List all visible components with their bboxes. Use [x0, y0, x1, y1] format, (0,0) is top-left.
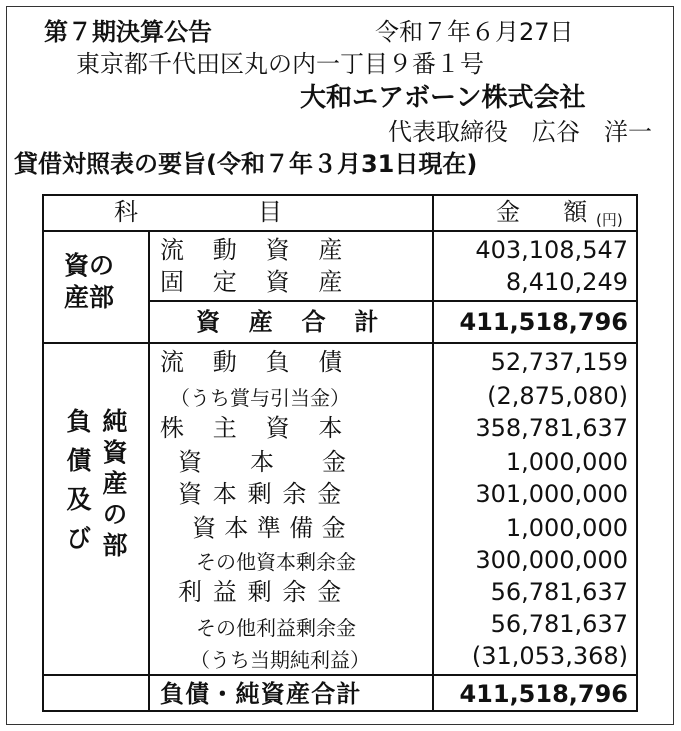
- company-name: 大和エアボーン株式会社: [300, 83, 586, 113]
- assets-total-amount-divider: [432, 300, 636, 302]
- notice-title: 第７期決算公告: [44, 18, 212, 46]
- assets-total-divider: [148, 300, 432, 302]
- shareholders-equity-amount: 358,781,637: [475, 414, 628, 442]
- item-column-header: 科 目: [114, 198, 282, 226]
- balance-sheet-table: [42, 194, 638, 712]
- net-income-amount: (31,053,368): [471, 642, 628, 670]
- amount-column-header: 金 額: [496, 198, 597, 226]
- representative: 代表取締役 広谷 洋一: [388, 118, 652, 146]
- assets-section-label-1: 資の: [64, 251, 115, 280]
- other-retained-earnings-amount: 56,781,637: [490, 610, 628, 638]
- liabilities-total-divider: [44, 674, 636, 676]
- capital-reserve-label: 資本準備金: [192, 514, 354, 542]
- capital-surplus-amount: 301,000,000: [475, 480, 628, 508]
- unit-label: (円): [596, 211, 623, 229]
- balance-sheet-title: 貸借対照表の要旨(令和７年３月31日現在): [14, 150, 478, 178]
- notice-date: 令和７年６月27日: [375, 18, 574, 46]
- amount-column-divider: [432, 196, 434, 710]
- net-assets-section-label: 純資産の部: [99, 408, 128, 563]
- other-retained-earnings-label: その他利益剰余金: [196, 616, 356, 640]
- capital-stock-amount: 1,000,000: [505, 448, 628, 476]
- other-capital-surplus-label: その他資本剰余金: [196, 550, 356, 574]
- liabilities-section-label: 負債及び: [63, 408, 92, 564]
- section-column-divider: [148, 230, 150, 710]
- company-address: 東京都千代田区丸の内一丁目９番１号: [76, 50, 484, 78]
- liabilities-equity-total-label: 負債・純資産合計: [160, 680, 362, 708]
- bonus-reserve-amount: (2,875,080): [487, 382, 628, 410]
- shareholders-equity-label: 株 主 資 本: [160, 414, 345, 442]
- other-capital-surplus-amount: 300,000,000: [475, 546, 628, 574]
- liabilities-equity-total-amount: 411,518,796: [459, 680, 628, 708]
- bonus-reserve-label: （うち賞与引当金）: [170, 386, 350, 410]
- capital-stock-label: 資 本 金: [178, 448, 346, 476]
- current-assets-amount: 403,108,547: [475, 236, 628, 264]
- assets-divider: [44, 342, 636, 344]
- assets-section-label-2: 産部: [64, 283, 115, 312]
- capital-reserve-amount: 1,000,000: [505, 514, 628, 542]
- current-assets-label: 流 動 資 産: [160, 236, 345, 264]
- fixed-assets-label: 固 定 資 産: [160, 268, 345, 296]
- net-income-label: （うち当期純利益）: [190, 648, 370, 672]
- header-divider: [44, 230, 636, 232]
- current-liabilities-label: 流 動 負 債: [160, 348, 345, 376]
- capital-surplus-label: 資本剰余金: [178, 480, 352, 508]
- retained-earnings-amount: 56,781,637: [490, 578, 628, 606]
- assets-total-label: 資 産 合 計: [196, 308, 381, 336]
- assets-total-amount: 411,518,796: [459, 308, 628, 336]
- fixed-assets-amount: 8,410,249: [505, 268, 628, 296]
- retained-earnings-label: 利益剰余金: [178, 578, 352, 606]
- current-liabilities-amount: 52,737,159: [490, 348, 628, 376]
